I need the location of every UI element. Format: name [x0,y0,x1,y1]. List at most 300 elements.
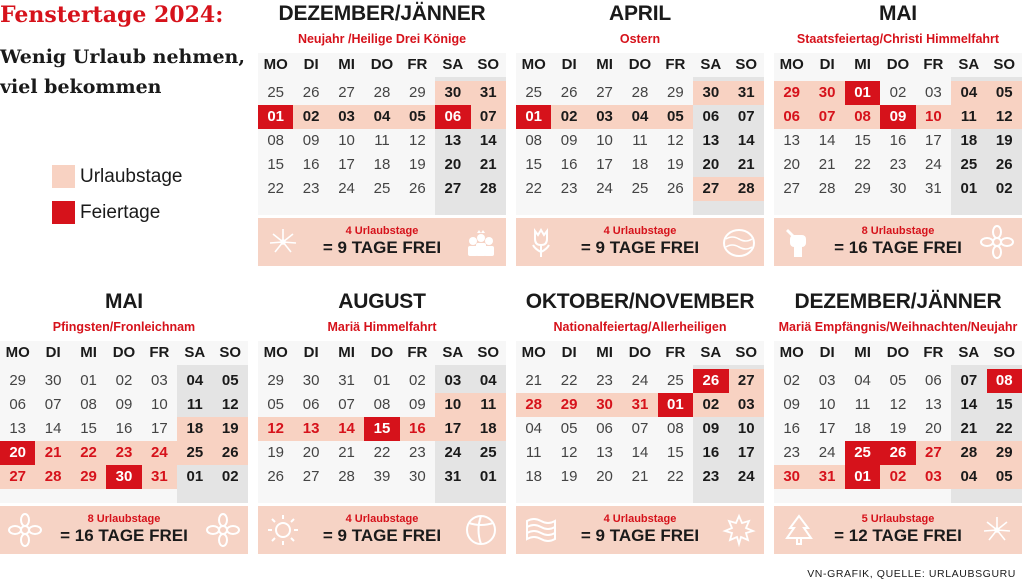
headline: Fenstertage 2024: [0,2,224,28]
vacation-day: 07 [809,105,844,129]
calendar-day: 24 [596,180,613,197]
weekday-header: DI [45,344,61,361]
weekday-header: DI [561,344,577,361]
weekday-header: DO [370,344,394,361]
calendar-day: 29 [9,372,27,389]
calendar-day: 39 [373,468,391,485]
weekday-header: FR [407,344,428,361]
calendar-day: 08 [373,396,391,413]
calendar-day: 12 [889,396,907,413]
vacation-day: 07 [471,105,506,129]
calendar-day: 21 [525,372,543,389]
weekday-header: DO [370,56,394,73]
calendar-day: 11 [525,444,542,461]
vacation-day: 27 [916,441,951,465]
vacation-day: 04 [364,105,399,129]
weekday-header: MI [854,344,871,361]
calendar-day: 13 [9,420,27,437]
holiday-day: 20 [0,441,35,465]
calendar-day: 04 [479,372,497,389]
total-days-off: = 9 TAGE FREI [322,238,442,257]
calendar-day: 03 [444,372,462,389]
calendar-day: 03 [818,372,836,389]
vacation-day: 30 [693,81,728,105]
weekday-header: MO [5,344,30,361]
calendar-day: 12 [667,132,684,149]
vacation-day: 29 [551,393,586,417]
calendar-day: 06 [302,396,320,413]
calendar-day: 13 [702,132,720,149]
calendar-day: 02 [221,468,239,485]
calendar-1 [258,2,506,272]
vacation-day: 31 [809,465,844,489]
calendar-day: 12 [409,132,426,149]
holiday-names: Mariä Himmelfahrt [327,320,437,334]
vacation-day: 28 [729,177,764,201]
holiday-names: Nationalfeiertag/Allerheiligen [553,320,727,334]
weekday-header: SA [700,344,722,361]
vacation-day: 23 [106,441,141,465]
holiday-names: Neujahr /Heilige Drei Könige [297,32,467,46]
calendar-day: 22 [854,156,871,173]
calendar-day: 29 [267,372,285,389]
calendar-day: 15 [854,132,871,149]
weekday-header: SO [993,56,1016,73]
holiday-day: 01 [845,81,880,105]
calendar-day: 19 [267,444,285,461]
subheadline-line-2: viel bekommen [0,76,162,98]
vacation-day: 30 [809,81,844,105]
weekday-header: SO [735,344,758,361]
weekday-header: DI [819,344,835,361]
calendar-day: 20 [702,156,720,173]
calendar-day: 06 [925,372,942,389]
weekday-header: DO [628,56,652,73]
calendar-month-title: DEZEMBER/JÄNNER [794,290,1002,313]
summary-box [516,218,764,266]
calendar-month-title: MAI [105,290,143,313]
summary-box [258,506,506,554]
calendar-days-grid [0,341,248,503]
holiday-day: 06 [435,105,470,129]
vacation-day: 31 [471,81,506,105]
holiday-day: 25 [845,441,880,465]
calendar-day: 18 [525,468,543,485]
calendar-day: 14 [631,444,649,461]
calendar-day: 23 [783,444,801,461]
holiday-day: 01 [258,105,293,129]
calendar-5 [258,290,506,560]
calendar-day: 14 [737,132,755,149]
vacation-days-count: 8 Urlaubstage [87,513,161,525]
summary-box [258,218,506,266]
calendar-day: 07 [737,108,755,125]
weekday-header: SO [219,344,242,361]
weekday-header: MO [521,344,546,361]
calendar-month-title: DEZEMBER/JÄNNER [278,2,486,25]
weekday-header: FR [407,56,428,73]
vacation-day: 16 [400,417,435,441]
calendar-day: 06 [596,420,613,437]
legend-vacation-label: Urlaubstage [80,166,183,187]
holiday-day: 30 [106,465,141,489]
vacation-day: 27 [729,369,764,393]
vacation-day: 05 [987,81,1022,105]
calendar-day: 06 [702,108,720,125]
holiday-day: 08 [987,369,1022,393]
calendar-day: 04 [854,372,871,389]
vacation-days-count: 4 Urlaubstage [345,513,419,525]
calendar-day: 20 [596,468,613,485]
vacation-day: 03 [916,465,951,489]
calendar-day: 15 [995,396,1013,413]
calendar-day: 08 [267,132,285,149]
calendar-day: 31 [338,372,355,389]
vacation-day: 31 [622,393,657,417]
holiday-day: 01 [845,465,880,489]
calendar-day: 08 [80,396,97,413]
calendar-day: 19 [560,468,578,485]
calendar-day: 18 [960,132,978,149]
calendar-day: 22 [373,444,391,461]
vacation-day: 10 [435,393,470,417]
calendar-day: 16 [783,420,801,437]
vacation-day: 12 [987,105,1022,129]
calendar-day: 05 [221,372,239,389]
calendar-days-grid [516,53,764,215]
weekday-header: SO [993,344,1016,361]
calendar-day: 04 [186,372,204,389]
weekday-header: MO [263,344,288,361]
calendar-day: 25 [373,180,391,197]
calendar-day: 23 [596,372,613,389]
vacation-day: 25 [177,441,212,465]
calendar-day: 24 [631,372,649,389]
calendar-day: 11 [186,396,203,413]
vacation-days-count: 5 Urlaubstage [861,513,935,525]
vacation-day: 03 [729,393,764,417]
weekday-header: FR [923,56,944,73]
calendar-day: 16 [702,444,720,461]
calendar-day: 13 [596,444,613,461]
holiday-day: 15 [364,417,399,441]
calendar-day: 13 [925,396,942,413]
calendar-day: 26 [995,156,1013,173]
calendar-6 [516,290,764,560]
calendar-day: 27 [444,180,462,197]
calendar-day: 23 [409,444,426,461]
calendar-day: 26 [267,468,285,485]
vacation-day: 04 [622,105,657,129]
vacation-day: 30 [587,393,622,417]
calendar-day: 22 [995,420,1013,437]
vacation-day: 03 [329,105,364,129]
calendar-day: 10 [818,396,836,413]
vacation-day: 05 [400,105,435,129]
calendar-day: 07 [44,396,62,413]
calendar-day: 15 [80,420,97,437]
holiday-swatch [52,201,75,224]
calendar-day: 21 [479,156,497,173]
calendar-day: 15 [525,156,543,173]
total-days-off: = 16 TAGE FREI [60,526,188,545]
calendar-day: 02 [995,180,1013,197]
weekday-header: DO [886,56,910,73]
calendar-day: 09 [560,132,578,149]
calendar-day: 24 [925,156,942,173]
calendar-day: 05 [560,420,578,437]
calendar-day: 18 [373,156,391,173]
subheadline-line-1: Wenig Urlaub nehmen, [0,46,245,68]
vacation-day: 29 [987,441,1022,465]
weekday-header: DI [303,56,319,73]
calendar-day: 07 [960,372,978,389]
calendar-day: 22 [525,180,543,197]
calendar-day: 15 [667,444,684,461]
calendar-day: 21 [960,420,978,437]
weekday-header: FR [665,344,686,361]
calendar-day: 17 [151,420,168,437]
calendar-day: 03 [925,84,942,101]
vacation-day: 02 [551,105,586,129]
weekday-header: SA [958,344,980,361]
calendar-day: 31 [444,468,462,485]
weekday-header: DO [112,344,136,361]
calendar-day: 09 [783,396,801,413]
calendar-day: 23 [560,180,578,197]
calendar-day: 28 [631,84,649,101]
calendar-day: 02 [115,372,133,389]
vacation-day: 24 [142,441,177,465]
summary-box [516,506,764,554]
weekday-header: SO [477,344,500,361]
calendar-day: 25 [479,444,497,461]
calendar-day: 11 [632,132,648,149]
calendar-day: 24 [818,444,836,461]
calendar-day: 30 [302,372,320,389]
vacation-day: 11 [951,105,986,129]
calendar-day: 13 [783,132,801,149]
calendar-day: 14 [960,396,978,413]
calendar-day: 29 [409,84,426,101]
calendar-day: 20 [444,156,462,173]
calendar-day: 02 [889,84,907,101]
calendar-day: 25 [960,156,978,173]
calendar-day: 19 [667,156,684,173]
vacation-days-count: 4 Urlaubstage [345,225,419,237]
holiday-day: 26 [880,441,915,465]
calendar-day: 22 [560,372,578,389]
weekday-header: MO [263,56,288,73]
holiday-names: Staatsfeiertag/Christi Himmelfahrt [796,32,1000,46]
vacation-day: 04 [951,81,986,105]
vacation-day: 29 [71,465,106,489]
vacation-day: 30 [774,465,809,489]
weekday-header: SA [958,56,980,73]
weekday-header: SO [477,56,500,73]
calendar-day: 17 [338,156,355,173]
vacation-day: 17 [435,417,470,441]
legend-holiday-label: Feiertage [80,202,161,223]
calendar-day: 01 [960,180,978,197]
vacation-day: 26 [213,441,248,465]
holiday-day: 01 [658,393,693,417]
weekday-header: FR [923,344,944,361]
calendar-day: 07 [631,420,649,437]
vacation-day: 02 [293,105,328,129]
calendar-day: 01 [186,468,204,485]
calendar-day: 26 [667,180,684,197]
summary-box [774,218,1022,266]
calendar-day: 16 [889,132,907,149]
weekday-header: SO [735,56,758,73]
calendar-day: 29 [667,84,684,101]
calendar-days-grid [258,53,506,215]
calendar-day: 17 [737,444,755,461]
vacation-day: 30 [435,81,470,105]
calendar-7 [774,290,1022,560]
calendar-day: 19 [889,420,907,437]
calendar-day: 16 [560,156,578,173]
calendar-day: 14 [44,420,62,437]
calendar-day: 02 [783,372,801,389]
calendar-day: 21 [737,156,755,173]
vacation-day: 05 [987,465,1022,489]
weekday-header: SA [442,344,464,361]
calendar-day: 23 [889,156,907,173]
vacation-day: 08 [845,105,880,129]
vacation-day: 11 [471,393,506,417]
weekday-header: MO [779,344,804,361]
holiday-day: 01 [516,105,551,129]
calendar-days-grid [258,341,506,503]
vacation-day: 31 [729,81,764,105]
calendar-day: 27 [783,180,801,197]
vacation-swatch [52,165,75,188]
summary-box [0,506,248,554]
calendar-day: 21 [631,468,649,485]
calendar-day: 09 [409,396,426,413]
calendar-days-grid [516,341,764,503]
weekday-header: SA [442,56,464,73]
calendar-day: 12 [560,444,578,461]
calendar-day: 24 [338,180,355,197]
calendar-day: 04 [525,420,543,437]
subheadline [0,42,245,102]
calendar-month-title: MAI [879,2,917,25]
calendar-day: 20 [302,444,320,461]
calendar-day: 19 [995,132,1013,149]
holiday-day: 09 [880,105,915,129]
total-days-off: = 9 TAGE FREI [322,526,442,545]
calendar-day: 03 [151,372,168,389]
calendar-day: 08 [525,132,543,149]
calendar-day: 16 [302,156,320,173]
vacation-day: 28 [951,441,986,465]
weekday-header: DO [628,344,652,361]
calendar-day: 22 [667,468,684,485]
weekday-header: MI [338,56,355,73]
weekday-header: SA [700,56,722,73]
vacation-days-count: 4 Urlaubstage [603,225,677,237]
calendar-day: 19 [409,156,426,173]
calendar-day: 01 [373,372,391,389]
calendar-day: 10 [596,132,613,149]
calendar-day: 28 [373,84,391,101]
weekday-header: MI [596,56,613,73]
calendar-day: 02 [409,372,426,389]
calendar-day: 11 [374,132,390,149]
calendar-day: 08 [667,420,684,437]
weekday-header: MI [854,56,871,73]
vacation-day: 02 [880,465,915,489]
vacation-day: 18 [471,417,506,441]
calendar-day: 28 [338,468,355,485]
holiday-names: Pfingsten/Fronleichnam [52,320,196,334]
weekday-header: SA [184,344,206,361]
calendar-day: 21 [818,156,836,173]
calendar-2 [516,2,764,272]
source-credit: VN-GRAFIK, QUELLE: URLAUBSGURU [807,568,1016,580]
weekday-header: MO [779,56,804,73]
calendar-day: 18 [854,420,871,437]
weekday-header: FR [149,344,170,361]
total-days-off: = 12 TAGE FREI [834,526,962,545]
calendar-day: 25 [631,180,649,197]
weekday-header: DI [819,56,835,73]
calendar-3 [774,2,1022,272]
calendar-days-grid [774,341,1022,503]
calendar-day: 15 [267,156,285,173]
calendar-day: 23 [302,180,320,197]
calendar-day: 05 [267,396,285,413]
calendar-day: 20 [783,156,801,173]
vacation-day: 18 [177,417,212,441]
vacation-day: 05 [658,105,693,129]
calendar-day: 10 [338,132,355,149]
calendar-day: 10 [737,420,755,437]
total-days-off: = 16 TAGE FREI [834,238,962,257]
holiday-day: 26 [693,369,728,393]
calendar-day: 14 [818,132,836,149]
weekday-header: MI [596,344,613,361]
calendar-day: 28 [479,180,497,197]
weekday-header: MO [521,56,546,73]
vacation-day: 02 [693,393,728,417]
calendar-day: 20 [925,420,942,437]
vacation-day: 19 [213,417,248,441]
calendar-day: 25 [525,84,543,101]
calendar-day: 01 [479,468,497,485]
calendar-day: 22 [267,180,285,197]
calendar-day: 01 [80,372,97,389]
calendar-day: 24 [444,444,462,461]
calendar-days-grid [774,53,1022,215]
vacation-day: 04 [951,465,986,489]
calendar-day: 17 [925,132,942,149]
vacation-day: 14 [329,417,364,441]
vacation-day: 13 [293,417,328,441]
vacation-days-count: 4 Urlaubstage [603,513,677,525]
vacation-day: 06 [774,105,809,129]
calendar-day: 10 [151,396,168,413]
vacation-day: 31 [142,465,177,489]
calendar-day: 17 [596,156,613,173]
weekday-header: DO [886,344,910,361]
calendar-day: 27 [302,468,320,485]
vacation-day: 27 [0,465,35,489]
weekday-header: DI [303,344,319,361]
